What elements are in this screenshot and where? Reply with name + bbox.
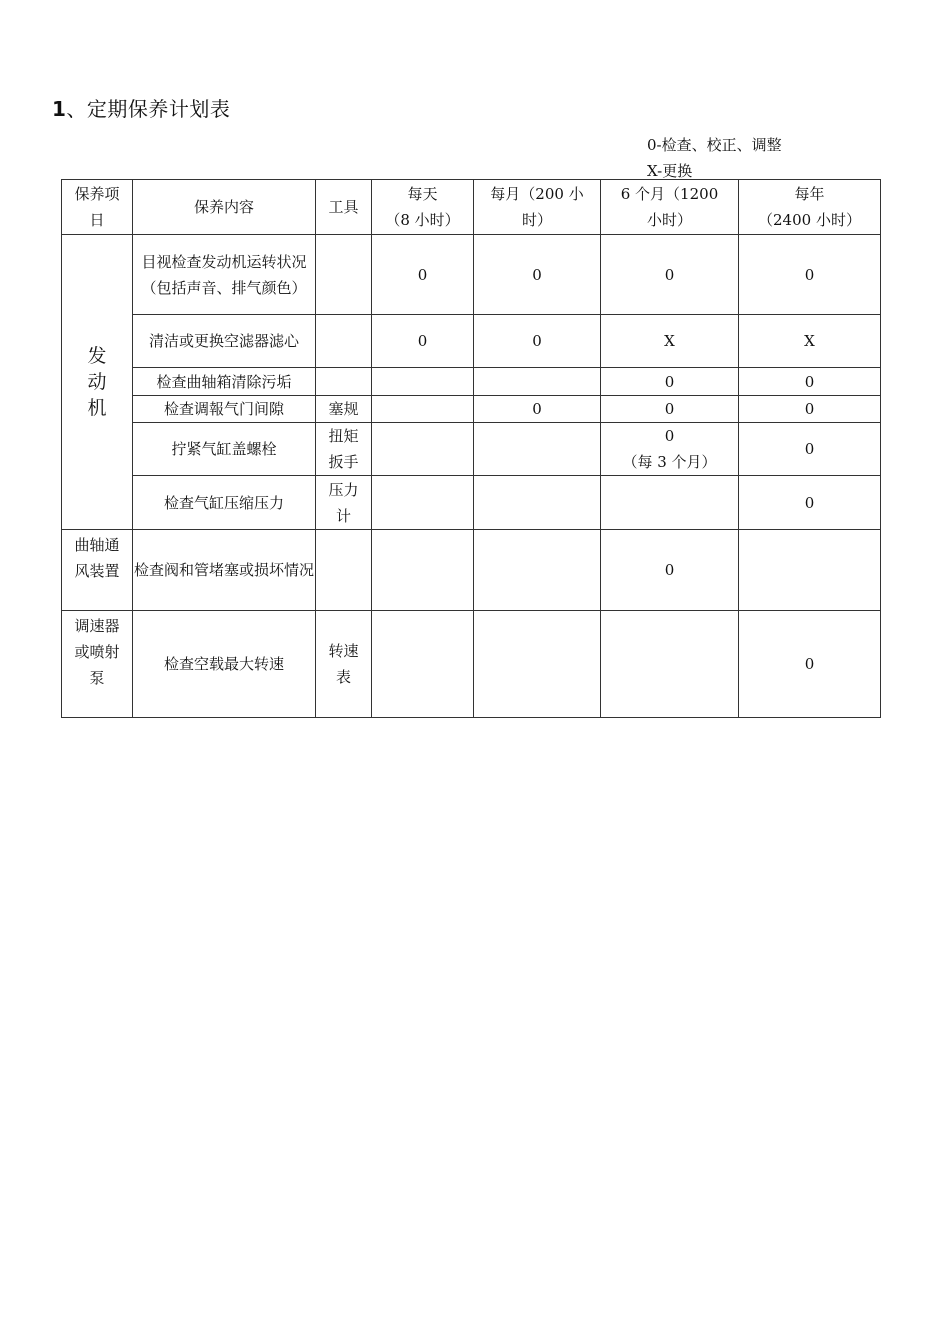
row-content: 拧紧气缸盖螺栓 xyxy=(133,423,316,476)
row-monthly xyxy=(474,368,601,396)
row-yearly: 0 xyxy=(739,476,881,530)
header-row xyxy=(62,180,881,235)
row-tool: 扭矩扳手 xyxy=(316,423,372,476)
legend xyxy=(647,132,782,184)
row-half-year: X xyxy=(601,315,739,368)
heading-title: 、定期保养计划表 xyxy=(66,97,231,121)
group-label-governor: 调速器或喷射泵 xyxy=(62,611,133,718)
row-yearly xyxy=(739,530,881,611)
row-monthly: 0 xyxy=(474,235,601,315)
header-item: 保养项日 xyxy=(62,180,133,235)
row-tool: 压力计 xyxy=(316,476,372,530)
table-row xyxy=(62,530,881,611)
row-half-year: 0 xyxy=(601,368,739,396)
row-daily xyxy=(372,611,474,718)
row-tool xyxy=(316,368,372,396)
row-half-year: 0 xyxy=(601,235,739,315)
row-half-year: 0 （每 3 个月） xyxy=(601,423,739,476)
table-row xyxy=(62,235,881,315)
header-content: 保养内容 xyxy=(133,180,316,235)
row-content: 检查曲轴箱清除污垢 xyxy=(133,368,316,396)
row-half-year xyxy=(601,611,739,718)
row-daily xyxy=(372,530,474,611)
legend-replace: X-更换 xyxy=(647,162,693,180)
row-monthly xyxy=(474,530,601,611)
row-content: 目视检查发动机运转状况（包括声音、排气颜色） xyxy=(133,235,316,315)
header-tool: 工具 xyxy=(316,180,372,235)
row-tool xyxy=(316,530,372,611)
header-yearly: 每年 （2400 小时） xyxy=(739,180,881,235)
row-monthly xyxy=(474,611,601,718)
row-monthly xyxy=(474,423,601,476)
row-daily: 0 xyxy=(372,235,474,315)
table-row xyxy=(62,315,881,368)
row-content: 检查阀和管堵塞或损坏情况 xyxy=(133,530,316,611)
row-yearly: 0 xyxy=(739,396,881,423)
row-yearly: 0 xyxy=(739,368,881,396)
row-content: 检查气缸压缩压力 xyxy=(133,476,316,530)
row-daily xyxy=(372,476,474,530)
row-monthly xyxy=(474,476,601,530)
table-row xyxy=(62,611,881,718)
row-daily xyxy=(372,396,474,423)
row-tool: 转速表 xyxy=(316,611,372,718)
heading-number: 1 xyxy=(52,97,67,121)
table-row xyxy=(62,423,881,476)
row-yearly: 0 xyxy=(739,423,881,476)
row-tool xyxy=(316,235,372,315)
header-daily: 每天 （8 小时） xyxy=(372,180,474,235)
legend-check: 0-检查、校正、调整 xyxy=(647,136,782,154)
row-tool: 塞规 xyxy=(316,396,372,423)
row-yearly: 0 xyxy=(739,611,881,718)
row-monthly: 0 xyxy=(474,315,601,368)
table-row xyxy=(62,368,881,396)
header-half-year: 6 个月（1200 小时） xyxy=(601,180,739,235)
maintenance-table xyxy=(61,179,881,718)
row-content: 检查调報气门间隙 xyxy=(133,396,316,423)
row-half-year: 0 xyxy=(601,396,739,423)
header-monthly: 每月（200 小时） xyxy=(474,180,601,235)
row-monthly: 0 xyxy=(474,396,601,423)
row-yearly: X xyxy=(739,315,881,368)
row-yearly: 0 xyxy=(739,235,881,315)
row-content: 清洁或更换空滤器滤心 xyxy=(133,315,316,368)
row-tool xyxy=(316,315,372,368)
row-content: 检查空载最大转速 xyxy=(133,611,316,718)
row-daily: 0 xyxy=(372,315,474,368)
row-daily xyxy=(372,423,474,476)
row-half-year xyxy=(601,476,739,530)
row-half-year: 0 xyxy=(601,530,739,611)
group-label-crankcase-ventilation: 曲轴通风装置 xyxy=(62,530,133,611)
row-daily xyxy=(372,368,474,396)
table-row xyxy=(62,476,881,530)
table-row xyxy=(62,396,881,423)
page-heading xyxy=(52,93,230,122)
group-label-engine: 发 动 机 xyxy=(62,235,133,530)
